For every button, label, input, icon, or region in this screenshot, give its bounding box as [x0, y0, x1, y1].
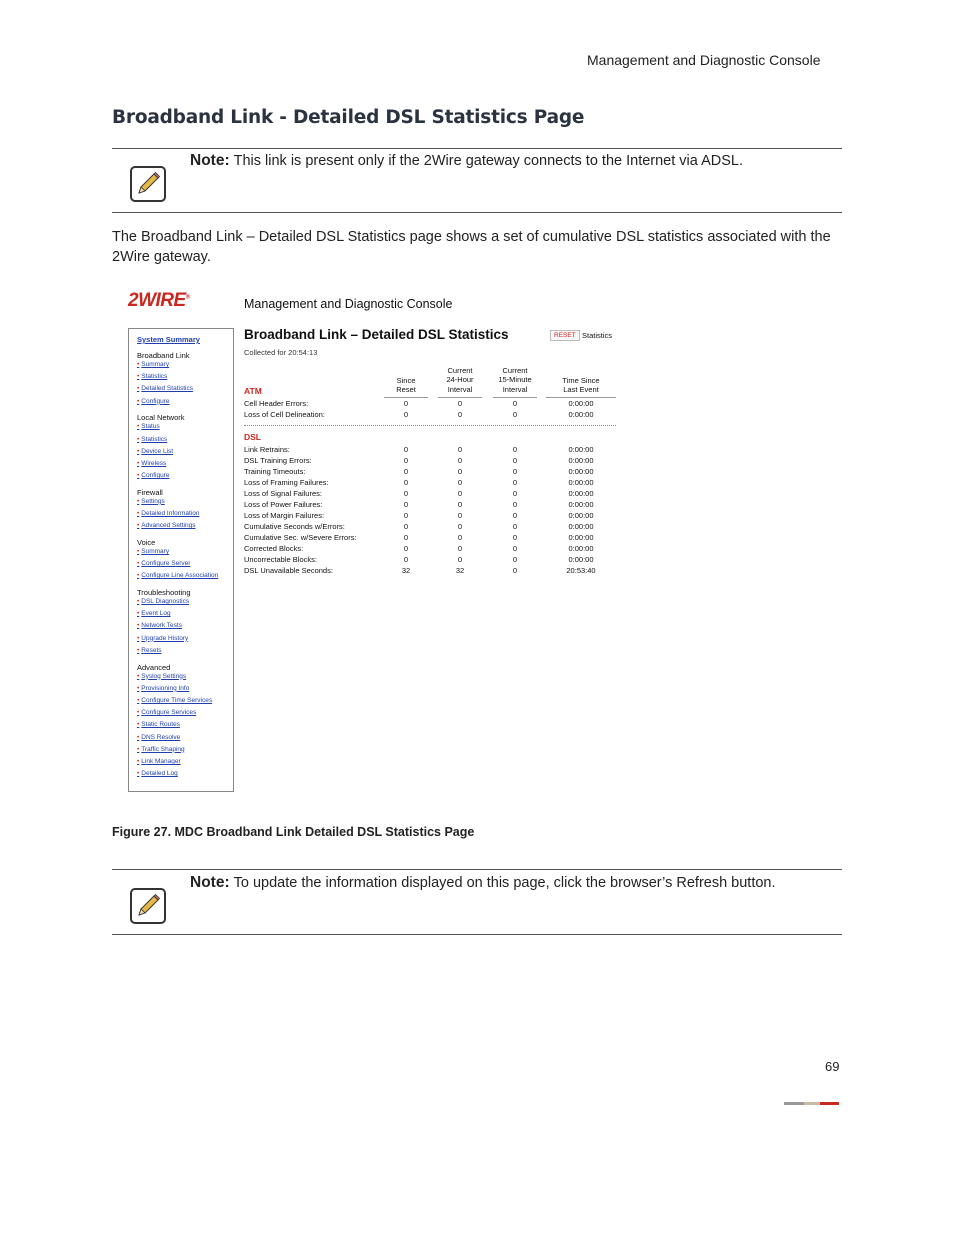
sidebar-link[interactable]: [137, 758, 181, 765]
stat-value: 0: [403, 467, 409, 476]
sidebar-link-label: Detailed Information: [141, 510, 200, 517]
sidebar-link[interactable]: [137, 398, 169, 405]
sidebar-link[interactable]: [137, 522, 195, 529]
note-2-label: Note:: [190, 874, 230, 891]
column-header-line: 24-Hour: [446, 375, 474, 385]
section-label: ATM: [244, 386, 262, 396]
sidebar-link[interactable]: [137, 746, 185, 753]
page-number: 69: [825, 1059, 840, 1074]
note-2-text: To update the information displayed on this page, click the browser’s Refresh button.: [233, 875, 776, 891]
sidebar-nav: [128, 328, 234, 792]
stat-value: 0:00:00: [568, 555, 594, 564]
bullet-icon: •: [137, 572, 140, 580]
footer-bar-gray: [784, 1102, 804, 1105]
sidebar-link-label: Static Routes: [141, 721, 180, 729]
stat-label: Uncorrectable Blocks:: [244, 555, 317, 564]
stat-value: 0: [512, 555, 518, 564]
sidebar-link[interactable]: [137, 361, 169, 368]
stat-value: 0:00:00: [568, 511, 594, 520]
note-bottom-rule: [112, 212, 842, 213]
stat-label: Cumulative Sec. w/Severe Errors:: [244, 533, 357, 542]
stat-value: 0: [457, 500, 463, 509]
sidebar-link[interactable]: [137, 373, 167, 380]
stat-value: 0: [403, 511, 409, 520]
sidebar-link-label: Device List: [141, 447, 174, 455]
stat-label: Cell Header Errors:: [244, 399, 309, 408]
sidebar-link[interactable]: [137, 448, 173, 455]
stat-value: 0: [512, 456, 518, 465]
stat-label: Corrected Blocks:: [244, 544, 304, 553]
bullet-icon: •: [137, 598, 140, 605]
bullet-icon: •: [137, 696, 140, 704]
footer-bar-red: [820, 1102, 839, 1105]
stat-value: 0:00:00: [568, 467, 594, 476]
stat-value: 0:00:00: [568, 489, 594, 498]
sidebar-link-label: Summary: [141, 547, 170, 555]
bullet-icon: •: [137, 610, 140, 618]
sidebar-link-label: Advanced Settings: [141, 522, 196, 530]
sidebar-link-label: Configure Line Association: [141, 572, 219, 580]
sidebar-link[interactable]: [137, 472, 169, 479]
stat-value: 0:00:00: [568, 544, 594, 553]
sidebar-link-label: Syslog Settings: [141, 672, 187, 680]
bullet-icon: •: [137, 510, 140, 517]
bullet-icon: •: [137, 757, 140, 765]
sidebar-group-title: Advanced: [137, 662, 171, 672]
note-2-top-rule: [112, 869, 842, 870]
stat-value: 0: [403, 456, 409, 465]
stat-value: 20:53:40: [566, 566, 596, 575]
bullet-icon: •: [137, 622, 140, 630]
sidebar-link-label: Network Tests: [141, 622, 182, 630]
bullet-icon: •: [137, 646, 140, 654]
stat-value: 0: [512, 467, 518, 476]
column-header-line: Since: [396, 375, 416, 385]
stat-value: 0: [403, 489, 409, 498]
note-1-text: This link is present only if the 2Wire gateway connects to the Internet via ADSL.: [233, 153, 743, 169]
sidebar-link[interactable]: [137, 560, 190, 567]
sidebar-link-label: Configure Time Services: [141, 696, 213, 704]
sidebar-link[interactable]: [137, 598, 189, 605]
stat-value: 0: [403, 533, 409, 542]
sidebar-link-label: Configure Services: [141, 709, 197, 717]
stat-label: Cumulative Seconds w/Errors:: [244, 522, 345, 531]
stat-label: Link Retrains:: [244, 445, 290, 454]
stat-value: 0: [457, 456, 463, 465]
stat-value: 0: [457, 533, 463, 542]
sidebar-link[interactable]: [137, 548, 169, 555]
stat-value: 0:00:00: [568, 456, 594, 465]
body-paragraph: The Broadband Link – Detailed DSL Statistics page shows a set of cumulative DSL statistics associated with the 2Wire gateway.: [112, 229, 831, 265]
sidebar-link[interactable]: [137, 423, 160, 430]
bullet-icon: •: [137, 435, 140, 443]
stat-value: 0: [457, 489, 463, 498]
sidebar-link-label: Event Log: [141, 610, 171, 618]
sidebar-link[interactable]: [137, 697, 212, 704]
sidebar-group-title: Local Network: [137, 413, 185, 423]
bullet-icon: •: [137, 373, 140, 381]
sidebar-group-title: Troubleshooting: [137, 588, 191, 597]
stat-value: 0: [512, 566, 518, 575]
stat-label: Loss of Framing Failures:: [244, 478, 329, 487]
sidebar-link-label: Resets: [141, 646, 162, 654]
stat-value: 0: [512, 410, 518, 419]
sidebar-link[interactable]: [137, 647, 162, 654]
sidebar-link-label: Settings: [141, 497, 165, 505]
stat-label: DSL Unavailable Seconds:: [244, 566, 333, 575]
stat-value: 0: [512, 511, 518, 520]
bullet-icon: •: [137, 497, 140, 505]
note-pencil-icon: [130, 166, 166, 202]
sidebar-link-label: DNS Resolve: [141, 733, 181, 741]
sidebar-link[interactable]: [137, 673, 186, 680]
stat-value: 0:00:00: [568, 399, 594, 408]
stat-label: Loss of Power Failures:: [244, 500, 323, 509]
column-header: [380, 376, 432, 395]
sidebar-link-label: Link Manager: [141, 757, 181, 765]
stat-label: Loss of Cell Delineation:: [244, 410, 325, 419]
stat-value: 0:00:00: [568, 410, 594, 419]
stat-value: 0: [403, 399, 409, 408]
stat-label: Training Timeouts:: [244, 467, 306, 476]
stat-value: 0: [457, 555, 463, 564]
column-underline: [384, 397, 428, 398]
sidebar-link[interactable]: [137, 734, 180, 741]
bullet-icon: •: [137, 385, 140, 393]
sidebar-link[interactable]: [137, 572, 218, 579]
figure-caption: Figure 27. MDC Broadband Link Detailed DSL Statistics Page: [112, 825, 475, 839]
stat-value: 0: [512, 489, 518, 498]
stat-value: 0: [403, 445, 409, 454]
sidebar-link-label: Upgrade History: [141, 634, 189, 642]
stat-label: Loss of Margin Failures:: [244, 511, 325, 520]
bullet-icon: •: [137, 459, 140, 467]
stat-value: 32: [401, 566, 411, 575]
sidebar-link-label: Configure: [141, 397, 170, 405]
stat-value: 0: [457, 410, 463, 419]
bullet-icon: •: [137, 709, 140, 717]
sidebar-link-label: Status: [141, 423, 160, 431]
column-header: [434, 366, 486, 395]
column-header-line: Last Event: [563, 385, 599, 395]
column-header-line: Interval: [502, 384, 528, 394]
bullet-icon: •: [137, 423, 140, 431]
running-header: Management and Diagnostic Console: [587, 52, 821, 68]
section-label: DSL: [244, 432, 261, 442]
column-header-line: Reset: [396, 385, 416, 395]
sidebar-link-label: Statistics: [141, 373, 168, 381]
column-header-line: Current: [502, 365, 528, 375]
sidebar-link-label: DSL Diagnostics: [141, 598, 190, 605]
column-underline: [493, 397, 537, 398]
column-underline: [546, 397, 616, 398]
sidebar-group-title: Broadband Link: [137, 351, 190, 360]
stat-value: 0: [457, 522, 463, 531]
note-1: [190, 152, 840, 170]
stat-value: 0: [457, 511, 463, 520]
stat-value: 0:00:00: [568, 500, 594, 509]
sidebar-link-label: Configure Server: [141, 560, 191, 568]
stat-value: 0: [403, 522, 409, 531]
bullet-icon: •: [137, 447, 140, 455]
sidebar-group-title: Voice: [137, 537, 156, 547]
column-header: [542, 376, 620, 395]
stat-value: 0:00:00: [568, 478, 594, 487]
bullet-icon: •: [137, 733, 140, 741]
sidebar-link-label: Wireless: [141, 459, 167, 467]
reset-label: Statistics: [582, 331, 613, 340]
stat-value: 0: [512, 544, 518, 553]
column-header-line: 15-Minute: [498, 375, 532, 385]
footer-bar-tan: [804, 1102, 820, 1105]
stat-value: 0: [512, 478, 518, 487]
stat-value: 0: [457, 467, 463, 476]
bullet-icon: •: [137, 745, 140, 753]
section-divider: [244, 425, 616, 426]
figure-screenshot: [126, 288, 621, 796]
bullet-icon: •: [137, 522, 140, 530]
column-header-line: Current: [447, 365, 473, 375]
stat-value: 0:00:00: [568, 445, 594, 454]
stat-value: 0: [512, 522, 518, 531]
stat-value: 0:00:00: [568, 533, 594, 542]
stat-label: DSL Training Errors:: [244, 456, 312, 465]
sidebar-link[interactable]: [137, 635, 188, 642]
collected-time: Collected for 20:54:13: [244, 348, 318, 357]
sidebar-link[interactable]: [137, 721, 180, 728]
sidebar-link[interactable]: [137, 436, 167, 443]
stat-value: 0: [403, 478, 409, 487]
sidebar-link-label: Configure: [141, 472, 170, 480]
bullet-icon: •: [137, 672, 140, 680]
stat-value: 0: [457, 544, 463, 553]
note-1-label: Note:: [190, 152, 230, 169]
sidebar-link[interactable]: [137, 685, 189, 692]
sidebar-link[interactable]: [137, 622, 182, 629]
bullet-icon: •: [137, 397, 140, 405]
stat-value: 0: [403, 544, 409, 553]
bullet-icon: •: [137, 684, 140, 692]
sidebar-link[interactable]: [137, 770, 178, 777]
bullet-icon: •: [137, 361, 140, 368]
stat-value: 0:00:00: [568, 522, 594, 531]
bullet-icon: •: [137, 634, 140, 642]
stat-value: 0: [403, 410, 409, 419]
bullet-icon: •: [137, 547, 140, 555]
console-title: Management and Diagnostic Console: [244, 297, 453, 311]
sidebar-link[interactable]: [137, 460, 166, 467]
note-pencil-icon: [130, 888, 166, 924]
sidebar-link-label: Summary: [141, 361, 170, 368]
stat-value: 32: [455, 566, 465, 575]
sidebar-link-label: Provisioning Info: [141, 684, 190, 692]
stat-value: 0: [403, 500, 409, 509]
section-title: Broadband Link - Detailed DSL Statistics Page: [112, 107, 585, 128]
stat-label: Loss of Signal Failures:: [244, 489, 322, 498]
stat-value: 0: [403, 555, 409, 564]
sidebar-link[interactable]: [137, 498, 165, 505]
column-header: [489, 366, 541, 395]
bullet-icon: •: [137, 770, 140, 778]
sidebar-link-label: Statistics: [141, 435, 168, 443]
stat-value: 0: [512, 445, 518, 454]
column-header-line: Time Since: [562, 375, 600, 385]
note-top-rule: [112, 148, 842, 149]
stat-value: 0: [457, 445, 463, 454]
2wire-logo: 2WIRE®: [128, 290, 190, 311]
column-header-line: Interval: [447, 384, 473, 394]
sidebar-link[interactable]: [137, 709, 196, 716]
stat-value: 0: [512, 500, 518, 509]
note-2: [190, 874, 840, 892]
sidebar-link[interactable]: [137, 385, 193, 392]
bullet-icon: •: [137, 721, 140, 729]
sidebar-link-label: Detailed Statistics: [141, 385, 193, 393]
column-underline: [438, 397, 482, 398]
stat-value: 0: [512, 399, 518, 408]
stat-value: 0: [457, 478, 463, 487]
stat-value: 0: [512, 533, 518, 542]
note-2-bottom-rule: [112, 934, 842, 935]
reset-button[interactable]: RESET: [550, 330, 580, 341]
sidebar-link[interactable]: [137, 510, 199, 517]
stat-value: 0: [457, 399, 463, 408]
sidebar-link-label: Traffic Shaping: [141, 745, 185, 753]
bullet-icon: •: [137, 472, 140, 480]
sidebar-system-summary-link[interactable]: System Summary: [137, 335, 200, 344]
bullet-icon: •: [137, 560, 140, 568]
sidebar-group-title: Firewall: [137, 487, 163, 497]
sidebar-link-label: Detailed Log: [141, 770, 178, 778]
sidebar-link[interactable]: [137, 610, 171, 617]
main-title: Broadband Link – Detailed DSL Statistics: [244, 327, 509, 342]
